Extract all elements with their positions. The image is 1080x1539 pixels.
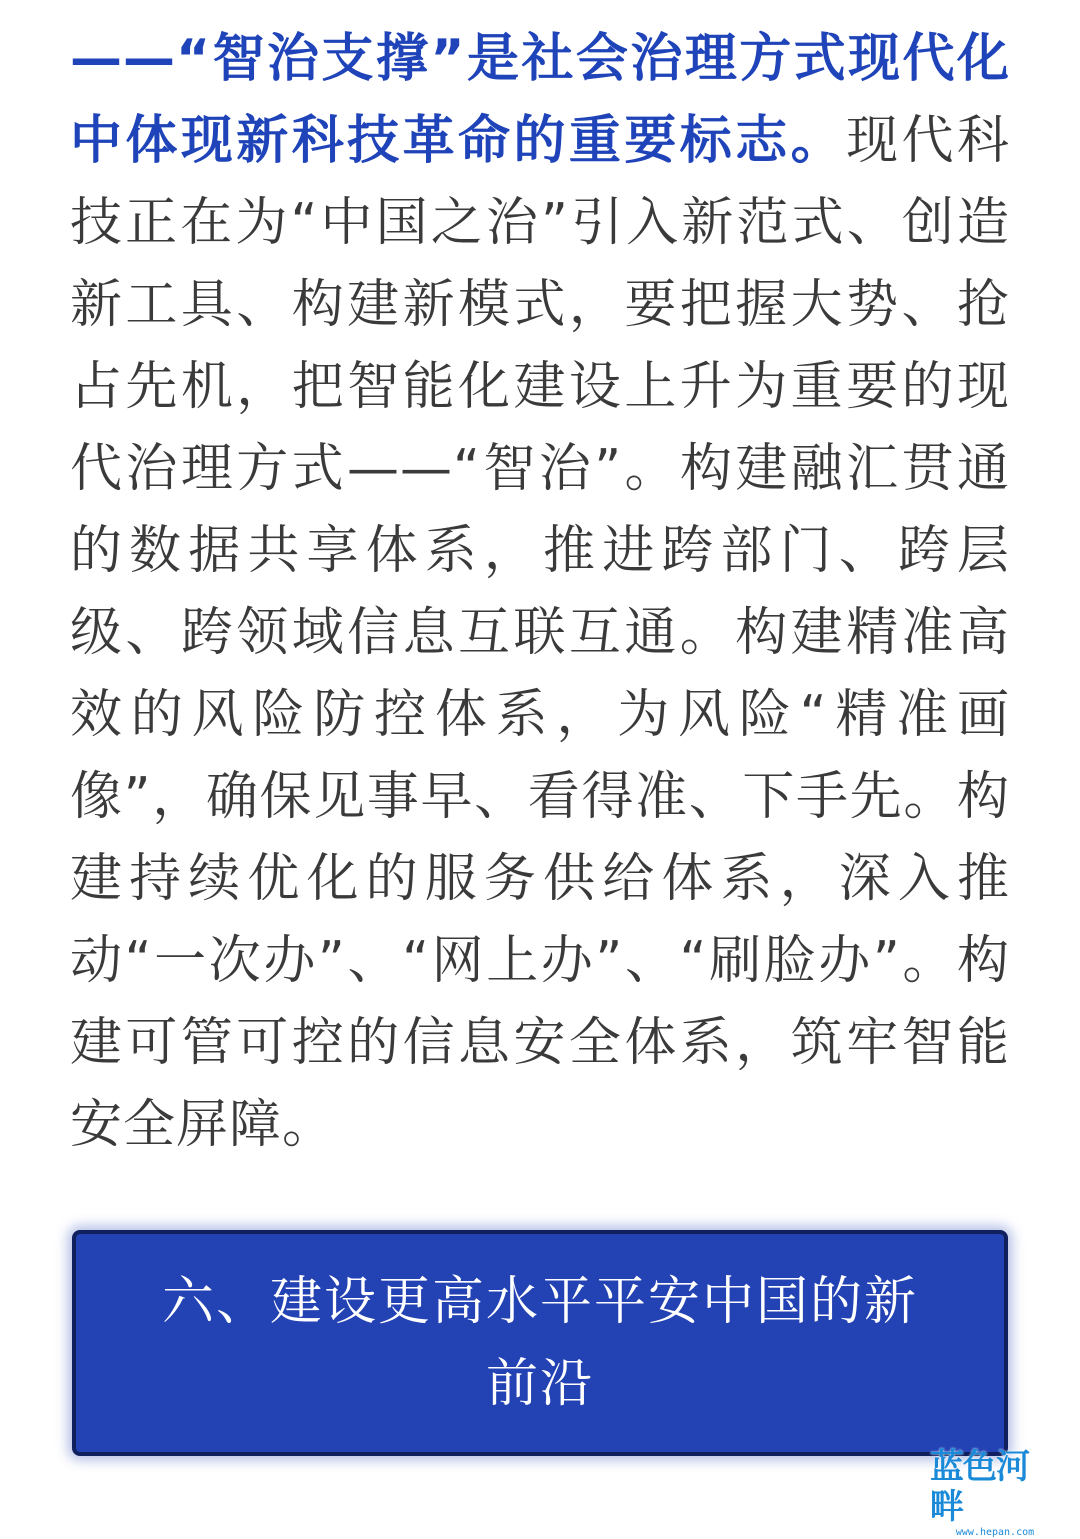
section-heading-text: 六、建设更高水平平安中国的新前沿 (161, 1272, 918, 1414)
article-paragraph (70, 18, 1010, 1166)
watermark-url: www.hepan.com (955, 1527, 1035, 1538)
watermark-logo (930, 1447, 1060, 1538)
paragraph-body-text: 现代科技正在为“中国之治”引入新范式、创造新工具、构建新模式，要把握大势、抢占先机，把智能化建设上升为重要的现代治理方式——“智治”。构建融汇贯通的数据共享体系，推进跨部门、跨层级、跨领域信息互联互通。构建精准高效的风险防控体系，为风险“精准画像”，确保见事早、看得准、下手先。构建持续优化的服务供给体系，深入推动“一次办”、“网上办”、“刷脸办”。构建可管可控的信息安全体系，筑牢智能安全屏障。 (70, 111, 1010, 1155)
watermark-logo-text: 蓝色河畔 (930, 1447, 1029, 1527)
section-heading-box (72, 1230, 1008, 1456)
paragraph-lead-sentence: ——“智治支撑”是社会治理方式现代化中体现新科技革命的重要标志。 (70, 29, 1010, 171)
